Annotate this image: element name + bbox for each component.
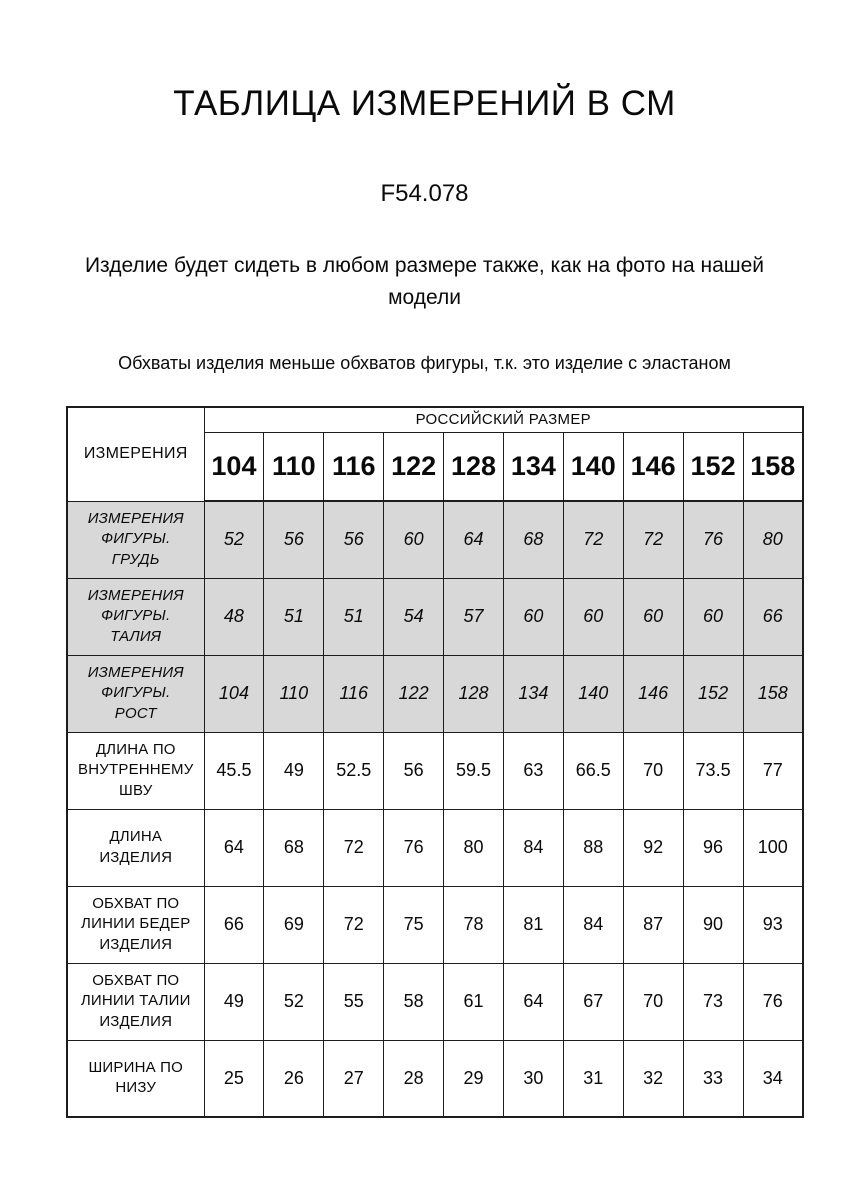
cell-value: 75	[384, 886, 444, 963]
cell-value: 63	[503, 732, 563, 809]
cell-value: 64	[444, 501, 504, 578]
cell-value: 72	[324, 886, 384, 963]
table-row	[67, 732, 803, 809]
size-column-header: 116	[324, 432, 384, 501]
cell-value: 60	[503, 578, 563, 655]
cell-value: 84	[563, 886, 623, 963]
cell-value: 66	[743, 578, 803, 655]
cell-value: 26	[264, 1040, 324, 1117]
cell-value: 55	[324, 963, 384, 1040]
cell-value: 140	[563, 655, 623, 732]
row-label: ОБХВАТ ПО ЛИНИИ БЕДЕР ИЗДЕЛИЯ	[67, 886, 204, 963]
cell-value: 76	[384, 809, 444, 886]
cell-value: 73	[683, 963, 743, 1040]
row-label: ШИРИНА ПО НИЗУ	[67, 1040, 204, 1117]
cell-value: 60	[683, 578, 743, 655]
cell-value: 32	[623, 1040, 683, 1117]
row-label: ИЗМЕРЕНИЯ ФИГУРЫ. ТАЛИЯ	[67, 578, 204, 655]
cell-value: 49	[264, 732, 324, 809]
cell-value: 72	[563, 501, 623, 578]
cell-value: 116	[324, 655, 384, 732]
cell-value: 51	[324, 578, 384, 655]
elastane-note: Обхваты изделия меньше обхватов фигуры, т.к. это изделие с эластаном	[118, 353, 731, 373]
cell-value: 72	[324, 809, 384, 886]
cell-value: 29	[444, 1040, 504, 1117]
cell-value: 31	[563, 1040, 623, 1117]
cell-value: 146	[623, 655, 683, 732]
table-row	[67, 578, 803, 655]
table-row	[67, 886, 803, 963]
cell-value: 52	[204, 501, 264, 578]
cell-value: 60	[384, 501, 444, 578]
cell-value: 80	[743, 501, 803, 578]
cell-value: 56	[324, 501, 384, 578]
cell-value: 27	[324, 1040, 384, 1117]
size-column-header: 128	[444, 432, 504, 501]
measurements-body	[67, 501, 803, 1117]
size-column-header: 158	[743, 432, 803, 501]
row-label: ОБХВАТ ПО ЛИНИИ ТАЛИИ ИЗДЕЛИЯ	[67, 963, 204, 1040]
cell-value: 56	[264, 501, 324, 578]
cell-value: 48	[204, 578, 264, 655]
cell-value: 28	[384, 1040, 444, 1117]
cell-value: 152	[683, 655, 743, 732]
cell-value: 104	[204, 655, 264, 732]
size-column-header: 110	[264, 432, 324, 501]
cell-value: 92	[623, 809, 683, 886]
page-title: ТАБЛИЦА ИЗМЕРЕНИЙ В СМ	[173, 84, 676, 123]
cell-value: 84	[503, 809, 563, 886]
cell-value: 68	[264, 809, 324, 886]
cell-value: 60	[623, 578, 683, 655]
cell-value: 68	[503, 501, 563, 578]
table-row	[67, 1040, 803, 1117]
cell-value: 110	[264, 655, 324, 732]
cell-value: 69	[264, 886, 324, 963]
size-column-header: 152	[683, 432, 743, 501]
cell-value: 78	[444, 886, 504, 963]
cell-value: 52.5	[324, 732, 384, 809]
cell-value: 88	[563, 809, 623, 886]
cell-value: 72	[623, 501, 683, 578]
cell-value: 45.5	[204, 732, 264, 809]
cell-value: 66	[204, 886, 264, 963]
fit-subtitle: Изделие будет сидеть в любом размере также, как на фото на нашей модели	[84, 254, 765, 309]
size-measurements-table	[66, 406, 804, 1118]
cell-value: 73.5	[683, 732, 743, 809]
row-label: ДЛИНА ПО ВНУТРЕННЕМУ ШВУ	[67, 732, 204, 809]
cell-value: 64	[503, 963, 563, 1040]
row-label: ИЗМЕРЕНИЯ ФИГУРЫ. ГРУДЬ	[67, 501, 204, 578]
cell-value: 49	[204, 963, 264, 1040]
article-number: F54.078	[380, 180, 469, 207]
cell-value: 54	[384, 578, 444, 655]
cell-value: 58	[384, 963, 444, 1040]
table-row	[67, 501, 803, 578]
measurements-corner-label: ИЗМЕРЕНИЯ	[67, 407, 204, 501]
size-column-header: 146	[623, 432, 683, 501]
cell-value: 56	[384, 732, 444, 809]
size-column-header: 140	[563, 432, 623, 501]
cell-value: 134	[503, 655, 563, 732]
cell-value: 67	[563, 963, 623, 1040]
cell-value: 57	[444, 578, 504, 655]
cell-value: 93	[743, 886, 803, 963]
cell-value: 30	[503, 1040, 563, 1117]
cell-value: 76	[743, 963, 803, 1040]
row-label: ДЛИНА ИЗДЕЛИЯ	[67, 809, 204, 886]
cell-value: 34	[743, 1040, 803, 1117]
table-row	[67, 963, 803, 1040]
cell-value: 60	[563, 578, 623, 655]
cell-value: 61	[444, 963, 504, 1040]
cell-value: 66.5	[563, 732, 623, 809]
cell-value: 77	[743, 732, 803, 809]
cell-value: 81	[503, 886, 563, 963]
table-header	[67, 407, 803, 501]
cell-value: 33	[683, 1040, 743, 1117]
cell-value: 76	[683, 501, 743, 578]
table-row	[67, 809, 803, 886]
cell-value: 51	[264, 578, 324, 655]
cell-value: 80	[444, 809, 504, 886]
size-column-header: 104	[204, 432, 264, 501]
cell-value: 87	[623, 886, 683, 963]
cell-value: 100	[743, 809, 803, 886]
cell-value: 90	[683, 886, 743, 963]
cell-value: 122	[384, 655, 444, 732]
cell-value: 70	[623, 732, 683, 809]
cell-value: 64	[204, 809, 264, 886]
cell-value: 70	[623, 963, 683, 1040]
cell-value: 52	[264, 963, 324, 1040]
row-label: ИЗМЕРЕНИЯ ФИГУРЫ. РОСТ	[67, 655, 204, 732]
cell-value: 158	[743, 655, 803, 732]
cell-value: 59.5	[444, 732, 504, 809]
group-header-row	[67, 407, 803, 432]
table-row	[67, 655, 803, 732]
cell-value: 96	[683, 809, 743, 886]
cell-value: 128	[444, 655, 504, 732]
size-column-header: 122	[384, 432, 444, 501]
size-column-header: 134	[503, 432, 563, 501]
russian-size-group-header: РОССИЙСКИЙ РАЗМЕР	[204, 407, 803, 432]
cell-value: 25	[204, 1040, 264, 1117]
